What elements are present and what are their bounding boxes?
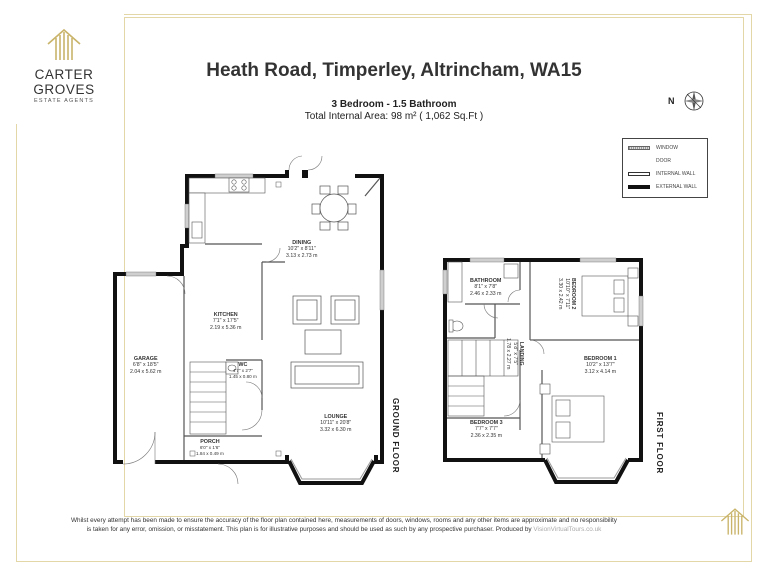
disclaimer [20, 516, 668, 534]
bedroom1-imperial: 10'2" x 13'7" [586, 362, 615, 369]
porch-imperial: 6'0" x 1'6" [199, 445, 220, 451]
landing-metric: 1.78 x 2.27 m [505, 338, 512, 370]
bathroom-imperial: 8'1" x 7'8" [474, 284, 498, 291]
legend-window-label: WINDOW [656, 145, 678, 151]
porch-metric: 1.84 x 0.49 m [196, 450, 224, 456]
bedroom1-name: BEDROOM 1 [584, 356, 617, 362]
porch-name: PORCH [200, 439, 220, 445]
wc-name: WC [238, 362, 248, 368]
room-bedroom3 [470, 420, 503, 439]
kitchen-metric: 2.19 x 5.36 m [210, 324, 242, 331]
company-name: CARTER GROVES [33, 67, 95, 97]
garage-metric: 2.04 x 5.62 m [130, 368, 162, 375]
garage-imperial: 6'8" x 18'5" [132, 362, 159, 369]
bedroom2-name: BEDROOM 2 [570, 278, 576, 310]
compass-label: N [668, 96, 675, 106]
legend-door-label: DOOR [656, 158, 671, 164]
total-area: Total Internal Area: 98 m² ( 1,062 Sq.Ft ) [304, 111, 484, 122]
kitchen-imperial: 7'1" x 17'5" [212, 318, 239, 325]
first-floor-label: FIRST FLOOR [655, 412, 664, 475]
property-address: Heath Road, Timperley, Altrincham, WA15 [206, 60, 582, 81]
room-kitchen [210, 312, 241, 331]
small-logo-icon [718, 505, 752, 537]
room-garage [130, 356, 161, 375]
wc-metric: 1.45 x 0.80 m [229, 373, 257, 379]
dining-metric: 3.13 x 2.73 m [286, 252, 318, 259]
legend-internal-wall-label: INTERNAL WALL [656, 171, 696, 177]
kitchen-name: KITCHEN [213, 312, 238, 318]
dining-imperial: 10'2" x 8'11" [287, 246, 316, 253]
room-bedroom2 [557, 278, 576, 309]
landing-imperial: 5'8" x 7'5" [511, 342, 518, 366]
bedroom3-metric: 2.36 x 2.35 m [470, 432, 503, 439]
wc-imperial: 4'7" x 2'7" [232, 368, 253, 374]
room-porch [196, 440, 224, 456]
property-summary: 3 Bedroom - 1.5 Bathroom [331, 99, 457, 110]
room-landing [505, 338, 524, 369]
bathroom-fixtures [448, 262, 518, 332]
bedroom1-bed [540, 384, 604, 454]
lounge-imperial: 10'11" x 20'8" [320, 420, 352, 427]
room-lounge [320, 414, 351, 433]
garage-name: GARAGE [133, 356, 158, 362]
bedroom2-imperial: 10'10" x 7'11" [563, 278, 570, 310]
company-tagline: ESTATE AGENTS [33, 98, 95, 104]
bathroom-name: BATHROOM [470, 278, 502, 284]
room-dining [286, 240, 317, 259]
bedroom3-name: BEDROOM 3 [470, 420, 503, 426]
bedroom2-metric: 3.30 x 2.42 m [557, 278, 564, 310]
bathroom-metric: 2.46 x 2.33 m [470, 290, 502, 297]
dining-name: DINING [292, 240, 312, 246]
bedroom1-metric: 3.12 x 4.14 m [584, 368, 617, 375]
room-bathroom [470, 278, 501, 297]
producer-credit-link[interactable]: VisionVirtualTours.co.uk [533, 526, 602, 533]
bedroom2-bed [582, 268, 638, 326]
lounge-metric: 3.32 x 6.30 m [320, 426, 352, 433]
room-bedroom1 [584, 356, 617, 375]
lounge-name: LOUNGE [324, 414, 348, 420]
ground-floor-label: GROUND FLOOR [391, 398, 400, 474]
legend-external-wall-label: EXTERNAL WALL [656, 184, 698, 190]
landing-name: LANDING [518, 341, 524, 366]
room-wc [229, 363, 257, 379]
disclaimer-line-2: is taken for any error, omission, or misstatement. This plan is for illustrative purposes and should be used as such by any prospective purchaser. Produced by [86, 526, 532, 533]
disclaimer-line-1: Whilst every attempt has been made to ensure the accuracy of the floor plan contained here, measurements of doors, windows, rooms and any other items are approximate and no responsibility [71, 517, 617, 524]
bedroom3-imperial: 7'7" x 7'7" [474, 426, 498, 433]
